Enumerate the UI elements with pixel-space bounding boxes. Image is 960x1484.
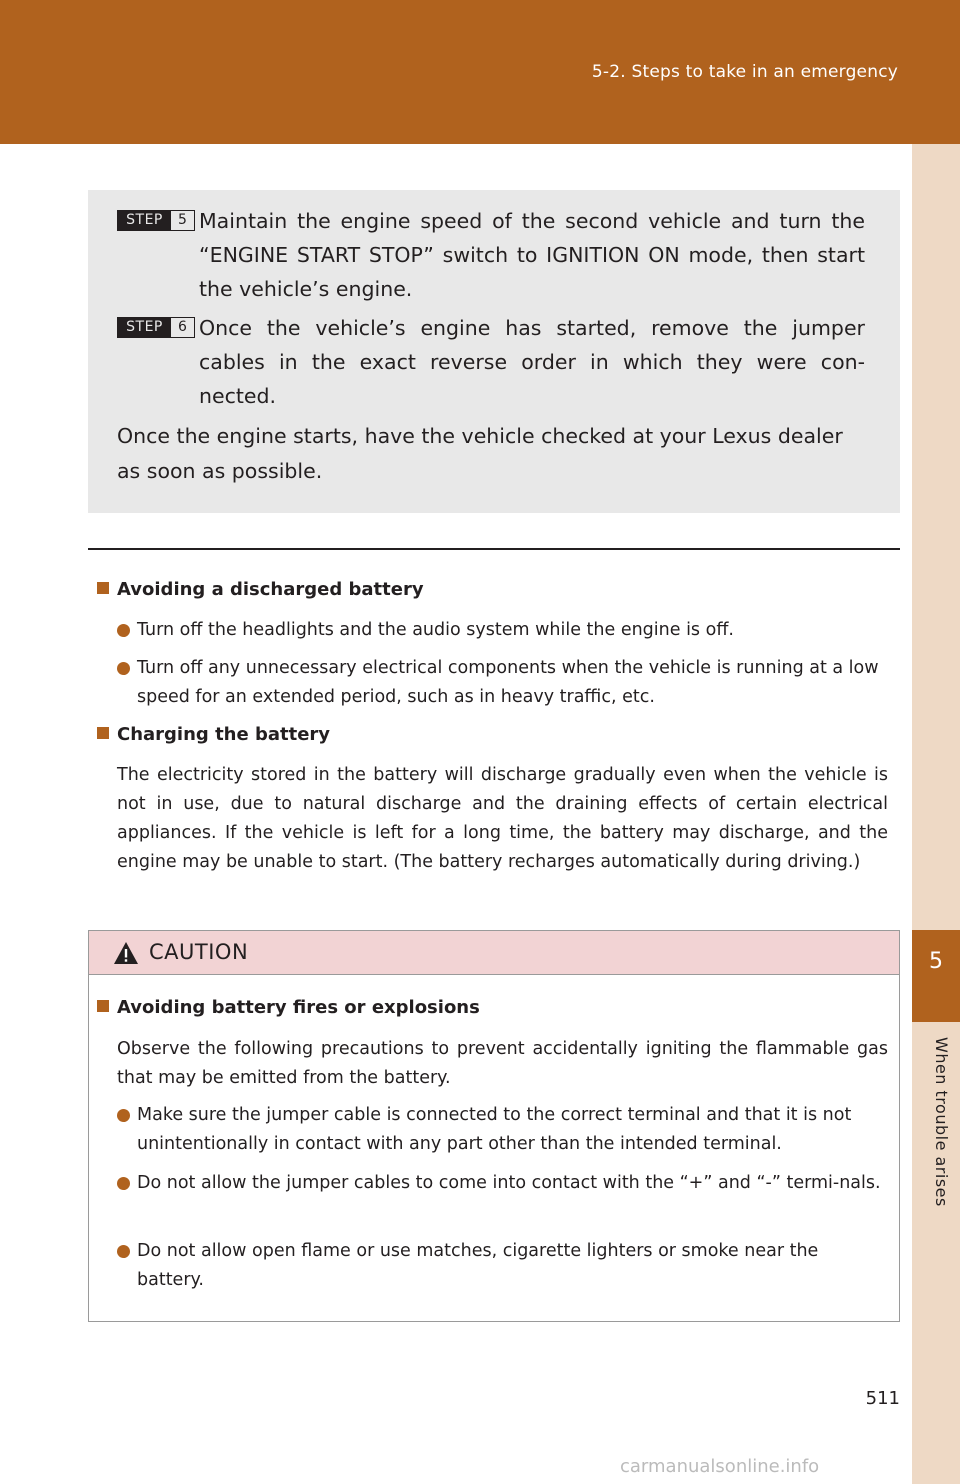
round-bullet-icon [117, 1177, 130, 1190]
round-bullet-icon [117, 662, 130, 675]
step-badge [117, 210, 195, 231]
divider [88, 548, 900, 550]
list-item-text: Turn off the headlights and the audio system while the engine is off. [137, 620, 734, 640]
round-bullet-icon [117, 1245, 130, 1258]
section-title: 5-2. Steps to take in an emergency [591, 62, 898, 82]
square-bullet-icon [97, 1000, 109, 1012]
caution-intro: Observe the following precautions to prevent accidentally igniting the flammable gas that may be emitted from the battery. [117, 1039, 888, 1088]
list-item [117, 1237, 887, 1295]
step-text: Once the vehicle’s engine has started, remove the jumper cables in the exact reverse order in which they were con-nected. [199, 316, 865, 408]
caution-title: CAUTION [149, 940, 249, 964]
chapter-number: 5 [929, 949, 943, 974]
list-item [117, 1169, 887, 1198]
section-heading-text: Avoiding a discharged battery [117, 579, 424, 600]
page-header-bar [0, 0, 960, 144]
caution-heading-text: Avoiding battery fires or explosions [117, 997, 480, 1018]
list-item-text: Do not allow open flame or use matches, cigarette lighters or smoke near the battery. [137, 1241, 819, 1290]
side-tab-strip [912, 144, 960, 1484]
chapter-tab [912, 930, 960, 1022]
caution-heading [97, 997, 480, 1018]
step-badge-word: STEP [118, 318, 171, 337]
list-item [117, 616, 887, 645]
step-badge [117, 317, 195, 338]
watermark: carmanualsonline.info [620, 1456, 820, 1477]
round-bullet-icon [117, 1109, 130, 1122]
step-badge-word: STEP [118, 211, 171, 230]
caution-header [89, 931, 899, 975]
square-bullet-icon [97, 582, 109, 594]
list-item-text: Make sure the jumper cable is connected to the correct terminal and that it is not unintentionally in contact with any part other than the intended terminal. [137, 1105, 852, 1154]
section-heading-avoiding [97, 579, 424, 600]
list-item-text: Turn off any unnecessary electrical components when the vehicle is running at a low speed for an extended period, such as in heavy traffic, etc. [137, 658, 879, 707]
list-item-text: Do not allow the jumper cables to come into contact with the “+” and “-” termi-nals. [137, 1173, 881, 1193]
section-heading-text: Charging the battery [117, 724, 331, 745]
closing-note: Once the engine starts, have the vehicle checked at your Lexus dealer as soon as possible. [117, 424, 843, 483]
round-bullet-icon [117, 624, 130, 637]
step-badge-number: 5 [178, 212, 187, 228]
page-number: 511 [865, 1388, 900, 1409]
square-bullet-icon [97, 727, 109, 739]
section-heading-charging [97, 724, 330, 745]
warning-triangle-icon [113, 941, 139, 965]
step-text: Maintain the engine speed of the second vehicle and turn the “ENGINE START STOP” switch to IGNITION ON mode, then start the vehicle’s engine. [199, 209, 865, 301]
step-badge-number: 6 [178, 319, 187, 335]
list-item [117, 1101, 887, 1159]
list-item [117, 654, 887, 712]
charging-paragraph: The electricity stored in the battery will discharge gradually even when the vehicle is not in use, due to natural discharge and the draining effects of certain electrical appliances. If the vehicle is left for a long time, the battery may discharge, and the engine may be unable to start. (The battery recharges automatically during driving.) [117, 765, 888, 872]
chapter-label: When trouble arises [932, 1037, 951, 1207]
